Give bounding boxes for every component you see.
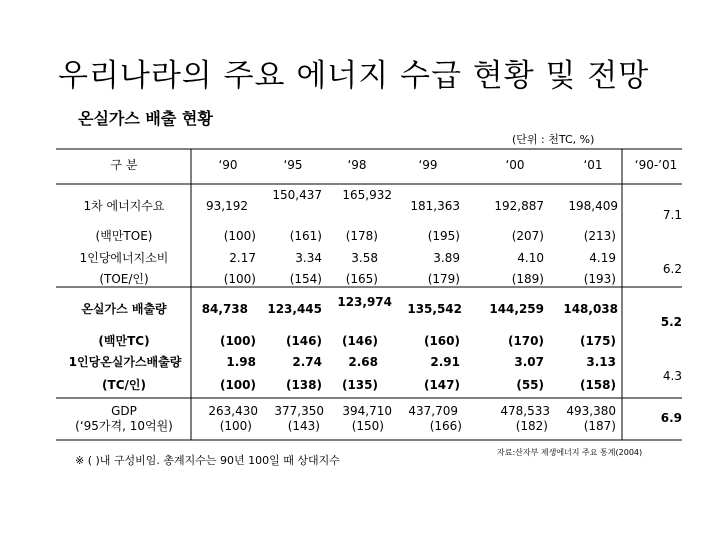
row-value: (146) xyxy=(341,334,378,348)
row-value: 192,887 xyxy=(494,199,544,213)
row-value: 165,932 xyxy=(342,188,392,202)
row-label: 온실가스 배출량 xyxy=(81,302,167,316)
header-year: ‘95 xyxy=(283,158,303,172)
row-value: (161) xyxy=(289,229,322,243)
growth-value: 4.3 xyxy=(662,369,682,383)
row-value: 181,363 xyxy=(410,199,460,213)
row-value: (100) xyxy=(219,378,256,392)
row-value: 2.74 xyxy=(292,355,322,369)
row-label: (‘95가격, 10억원) xyxy=(75,419,173,433)
row-value: 3.34 xyxy=(295,251,322,265)
row-value: 150,437 xyxy=(272,188,322,202)
row-value: 3.13 xyxy=(586,355,616,369)
row-value: 144,259 xyxy=(489,302,544,316)
row-label: 1인당온실가스배출량 xyxy=(68,355,182,369)
row-value: (100) xyxy=(219,419,252,433)
row-label: (TC/인) xyxy=(102,378,146,392)
row-value: (193) xyxy=(583,272,616,286)
row-label: (백만TC) xyxy=(98,334,150,348)
footnote: ※ ( )내 구성비임. 총계지수는 90년 100일 때 상대지수 xyxy=(75,454,340,467)
row-value: 377,350 xyxy=(274,404,324,418)
row-label: 1인당에너지소비 xyxy=(79,251,169,265)
row-value: (179) xyxy=(427,272,460,286)
header-year: ‘98 xyxy=(347,158,367,172)
row-value: (207) xyxy=(511,229,544,243)
row-value: (135) xyxy=(341,378,378,392)
row-value: (100) xyxy=(223,272,256,286)
row-value: 135,542 xyxy=(407,302,462,316)
row-value: (175) xyxy=(579,334,616,348)
header-year: ‘90 xyxy=(218,158,238,172)
row-value: 437,709 xyxy=(408,404,458,418)
row-value: 123,974 xyxy=(337,295,392,309)
row-label: 1차 에너지수요 xyxy=(83,199,165,213)
growth-value: 6.2 xyxy=(662,262,682,276)
row-value: 1.98 xyxy=(226,355,256,369)
row-value: (158) xyxy=(579,378,616,392)
row-value: (178) xyxy=(345,229,378,243)
row-value: (100) xyxy=(223,229,256,243)
row-value: (138) xyxy=(285,378,322,392)
row-label: GDP xyxy=(111,404,137,418)
row-value: 4.10 xyxy=(517,251,544,265)
row-value: 3.58 xyxy=(351,251,378,265)
row-value: 4.19 xyxy=(589,251,616,265)
row-value: 493,380 xyxy=(566,404,616,418)
section-subtitle: 온실가스 배출 현황 xyxy=(78,109,213,128)
row-value: (55) xyxy=(516,378,544,392)
row-value: (170) xyxy=(507,334,544,348)
row-value: 3.07 xyxy=(514,355,544,369)
row-value: (100) xyxy=(219,334,256,348)
row-value: (182) xyxy=(515,419,548,433)
header-year: ‘00 xyxy=(505,158,525,172)
growth-value: 6.9 xyxy=(660,411,682,425)
row-value: (189) xyxy=(511,272,544,286)
row-value: (147) xyxy=(423,378,460,392)
header-year: ‘01 xyxy=(583,158,603,172)
row-value: 3.89 xyxy=(433,251,460,265)
row-value: (146) xyxy=(285,334,322,348)
growth-value: 7.1 xyxy=(662,208,682,222)
row-value: (187) xyxy=(583,419,616,433)
row-value: 394,710 xyxy=(342,404,392,418)
row-value: (166) xyxy=(429,419,462,433)
row-value: (160) xyxy=(423,334,460,348)
row-value: (213) xyxy=(583,229,616,243)
row-value: (165) xyxy=(345,272,378,286)
row-label: (TOE/인) xyxy=(99,272,149,286)
row-value: 478,533 xyxy=(500,404,550,418)
row-label: (백만TOE) xyxy=(95,229,153,243)
header-label: 구 분 xyxy=(110,158,138,172)
header-growth: ‘90-’01 xyxy=(634,158,678,172)
row-value: 93,192 xyxy=(206,199,248,213)
page-title: 우리나라의 주요 에너지 수급 현황 및 전망 xyxy=(58,58,650,94)
row-value: 2.91 xyxy=(430,355,460,369)
row-value: 84,738 xyxy=(201,302,248,316)
source-note: 자료:산자부 제생에너지 주요 통계(2004) xyxy=(497,448,643,457)
header-year: ‘99 xyxy=(418,158,438,172)
row-value: 123,445 xyxy=(267,302,322,316)
growth-value: 5.2 xyxy=(660,315,682,329)
row-value: 148,038 xyxy=(563,302,618,316)
row-value: 263,430 xyxy=(208,404,258,418)
unit-note: (단위 : 천TC, %) xyxy=(512,133,595,146)
row-value: (143) xyxy=(287,419,320,433)
row-value: (150) xyxy=(351,419,384,433)
row-value: 2.68 xyxy=(348,355,378,369)
row-value: 2.17 xyxy=(229,251,256,265)
row-value: (154) xyxy=(289,272,322,286)
row-value: 198,409 xyxy=(568,199,618,213)
row-value: (195) xyxy=(427,229,460,243)
